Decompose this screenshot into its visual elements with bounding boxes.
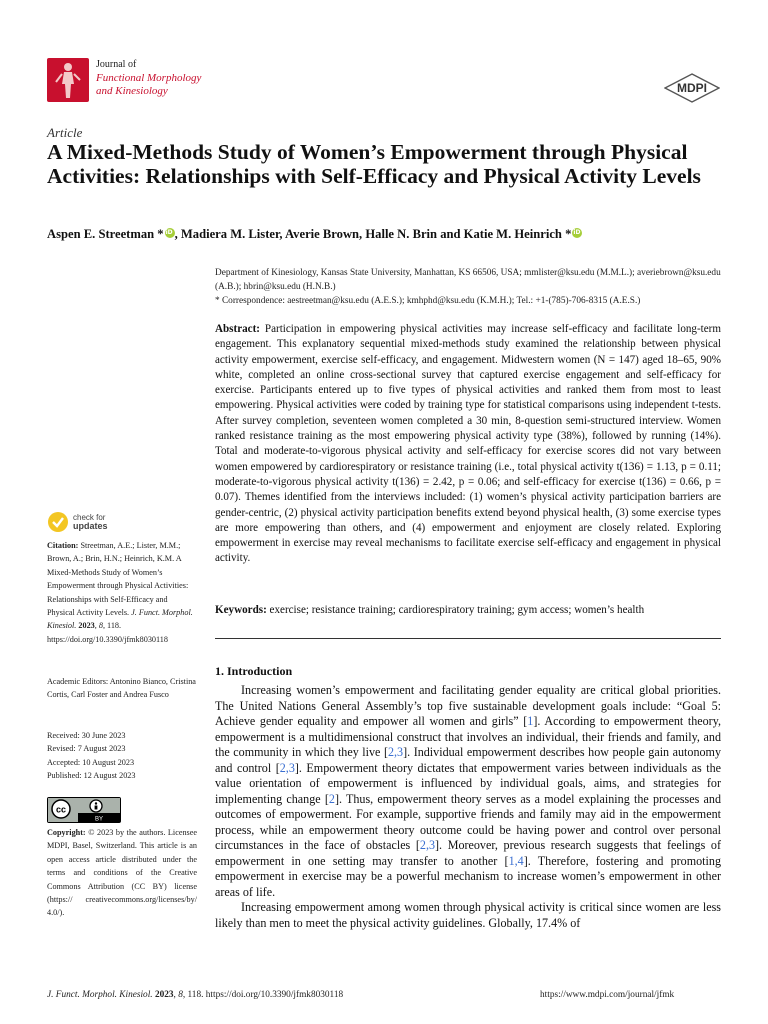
citation-block: Citation: Streetman, A.E.; Lister, M.M.; Brown, A.; Brin, H.N.; Heinrich, K.M. A Mixed-Methods Study of Women’s Empowerment through Physical Activities: Relationships with Self-Efficacy and Physical Activity Levels. J. Funct. Morphol. Kinesiol. 2023, 8, 118. https://doi.org/10.3390/jfmk8030118 [47,541,193,644]
svg-text:BY: BY [94,816,104,822]
abstract: Abstract: Participation in empowering physical activities may increase self-efficacy and facilitate long-term engagement. This explanatory sequential mixed-methods study examined the relationship between physical activity empowerment, exercise self-efficacy, and engagement. Midwestern women (N = 147) aged 18–65, 90% white, completed an online cross-sectional survey that captured exercise engagement and self-efficacy for exercise. Participants entered up to five types of physical activities and ranked them from most to least empowering. Physical activities were coded by training type for statistical comparisons using independent t-tests. After survey completion, seventeen women completed a 30 min, 8-question semi-structured interview. Women ranked resistance training as the most empowering physical activity type (38%), followed by running (14%). Total and moderate-to-vigorous physical activity and self-efficacy for exercise scores did not vary between women empowered by cardiorespiratory or resistance training (i.e., total physical activity t(136) = 1.13, p = 0.11; moderate-to-vigorous physical activity t(136) = 2.42, p = 0.06; and self-efficacy for exercise t(136) = 0.66, p = 0.07). Themes identified from the interviews included: (1) women’s physical activity participation barriers are gender-centric, (2) physical activity participation benefits extend beyond physical health, (3) some exercise types are more empowering than others, and (4) empowerment and enjoyment are closely related. Exploring empowerment in exercise may reveal mechanisms to facilitate exercise self-efficacy and engagement in physical activity. [215,323,722,565]
footer-journal-url[interactable]: https://www.mdpi.com/journal/jfmk [540,990,675,1000]
author-list: Aspen E. Streetman *iD , Madiera M. Lister, Averie Brown, Halle N. Brin and Katie M. Heinrich *iD [47,227,727,242]
section-divider [215,638,721,639]
paragraph: Increasing empowerment among women through physical activity is critical since women are less likely than men to meet the physical activity guidelines. Globally, 17.4% of [215,900,721,930]
journal-name: Functional Morphology and Kinesiology [96,72,202,97]
correspondence-text: * Correspondence: aestreetman@ksu.edu (A.E.S.); kmhphd@ksu.edu (K.M.H.); Tel.: +1-(785)-706-8315 (A.E.S.) [215,296,641,306]
svg-text:cc: cc [55,804,67,815]
citation-link[interactable]: 2,3 [419,838,436,852]
keywords: Keywords: exercise; resistance training; cardiorespiratory training; gym access; women’s health [215,604,645,616]
orcid-icon[interactable] [165,228,175,238]
introduction-body [215,683,721,931]
affiliation-text: Department of Kinesiology, Kansas State University, Manhattan, KS 66506, USA; mmlister@ksu.edu (M.M.L.); averiebrown@ksu.edu (A.B.); hbrin@ksu.edu (H.N.B.) [215,268,721,292]
article-type: Article [47,125,83,140]
citation-link[interactable]: 2 [328,791,335,806]
check-for-updates-badge[interactable]: check for updates [47,511,108,533]
academic-editors: Academic Editors: Antonino Bianco, Cristina Cortis, Carl Foster and Andrea Fusco [47,677,196,700]
citation-link[interactable]: 1 [527,714,534,728]
footer-citation: J. Funct. Morphol. Kinesiol. 2023, 8, 118. https://doi.org/10.3390/jfmk8030118 [47,990,344,1000]
paragraph: Increasing women’s empowerment and facilitating gender equality are critical global priorities. The United Nations General Assembly’s top five sustainable development goals include: “Goal 5: Achieve gender equality and empower all women and girls” [1]. According to empowerment theory, empowerment is a multidimensional construct that involves an individual, their friends and family, and the community in which they live [2,3]. Individual empowerment describes how people gain autonomy and control [2,3]. Empowerment theory dictates that empowerment varies between individuals as the value orientation of empowerment is influenced by individual goals, aims, and strategies for implementing change [2]. Thus, empowerment theory serves as a model explaining the processes and outcomes of empowerment. For example, supportive friends and family may aid in the empowerment process, while an empowerment theory outcome could be having power and control over personal circumstances in the face of obstacles [2,3]. Moreover, previous research suggests that feelings of empowerment in one setting may transfer to another [1,4]. Therefore, fostering and promoting empowerment in exercise may be a powerful mechanism to increase women’s empowerment in other areas of life. [215,683,721,899]
check-updates-icon [47,511,69,533]
affiliations [215,266,735,308]
citation-link[interactable]: 1,4 [508,853,524,868]
svg-text:MDPI: MDPI [677,81,707,95]
journal-of-label: Journal of [96,59,137,70]
citation-link[interactable]: 2,3 [279,760,295,775]
section-heading: 1. Introduction [215,664,293,678]
copyright-notice: Copyright: © 2023 by the authors. Licensee MDPI, Basel, Switzerland. This article is an open access article distributed under the terms and conditions of the Creative Commons Attribution (CC BY) license (https:// creativecommons.org/licenses/by/ 4.0/). [47,828,198,918]
citation-link[interactable]: 2,3 [387,745,404,759]
journal-logo [47,58,89,102]
orcid-icon[interactable] [572,228,582,238]
cc-by-license-badge[interactable] [47,797,121,823]
mdpi-logo[interactable] [664,73,720,103]
publication-dates: Received: 30 June 2023 Revised: 7 August 2023 Accepted: 10 August 2023 Published: 12 August 2023 [47,731,136,781]
paper-title: A Mixed-Methods Study of Women’s Empowerment through Physical Activities: Relationships with Self-Efficacy and Physical Activity Levels [47,140,701,188]
